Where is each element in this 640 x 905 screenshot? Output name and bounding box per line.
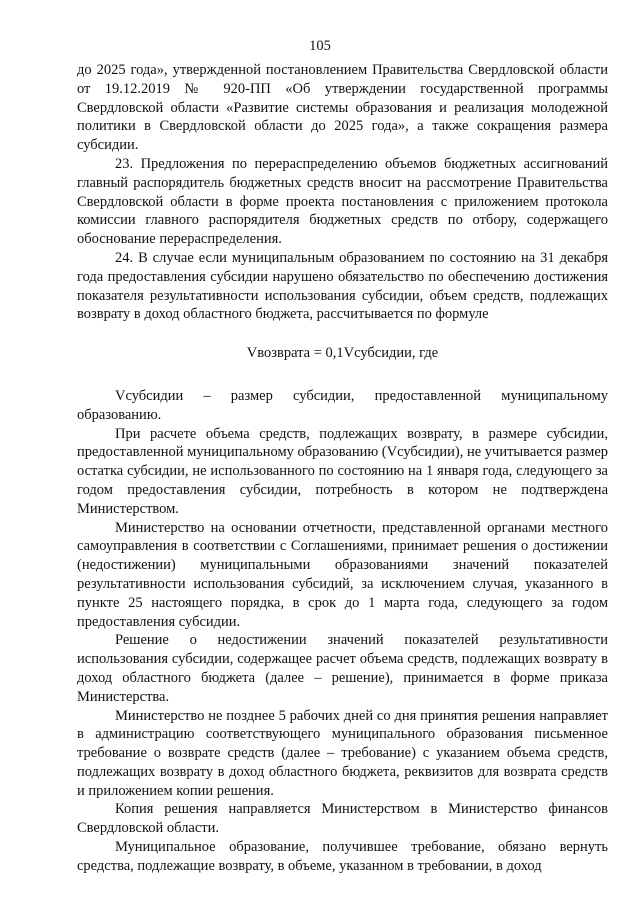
paragraph-copy-decision: Копия решения направляется Министерством в Министерство финансов Свердловской области. [77, 801, 608, 837]
paragraph-formula-definition: Vсубсидии – размер субсидии, предоставленной муниципальному образованию. [77, 387, 608, 423]
formula: Vвозврата = 0,1Vсубсидии, где [246, 345, 439, 362]
document-body [77, 61, 608, 876]
paragraph-item-24: 24. В случае если муниципальным образованием по состоянию на 31 декабря года предоставления субсидии нарушено обязательство по обеспечению достижения показателя результативности использования субсидии, объем средств, подлежащих возврату в доход областного бюджета, рассчитывается по формуле [77, 249, 608, 323]
page-number: 105 [309, 38, 331, 54]
paragraph-calculation-note: При расчете объема средств, подлежащих возврату, в размере субсидии, предоставленной муниципальному образованию (Vсубсидии), не учитывается размер остатка субсидии, не использованного по состоянию на 1 января года, следующего за годом предоставления субсидии, потребность в котором не подтверждена Министерством. [77, 425, 608, 517]
paragraph-continuation: до 2025 года», утвержденной постановлением Правительства Свердловской области от 19.12.2019 № 920-ПП «Об утверждении государственной программы Свердловской области «Развитие системы образования и реализация молодежной политики в Свердловской области до 2025 года», а также сокращения размера субсидии. [77, 62, 608, 154]
paragraph-decision-form: Решение о недостижении значений показателей результативности использования субсидии, содержащее расчет объема средств, подлежащих возврату в доход областного бюджета (далее – решение), принимается в форме приказа Министерства. [77, 632, 608, 705]
paragraph-ministry-decision: Министерство на основании отчетности, представленной органами местного самоуправления в соответствии с Соглашениями, принимает решения о достижении (недостижении) муниципальными образованиями значений показателей результативности использования субсидий, за исключением случая, указанного в пункте 25 настоящего порядка, в срок до 1 марта года, следующего за годом предоставления субсидии. [77, 519, 608, 630]
paragraph-item-23: 23. Предложения по перераспределению объемов бюджетных ассигнований главный распорядитель бюджетных средств вносит на рассмотрение Правительства Свердловской области в форме проекта постановления с приложением протокола комиссии главного распорядителя бюджетных средств по отбору, содержащего обоснование перераспределения. [77, 155, 608, 248]
paragraph-requirement: Министерство не позднее 5 рабочих дней со дня принятия решения направляет в администрацию соответствующего муниципального образования письменное требование о возврате средств (далее – требование) с указанием объема средств, подлежащих возврату в доход областного бюджета, реквизитов для возврата средств и приложением копии решения. [77, 707, 608, 799]
paragraph-return-obligation: Муниципальное образование, получившее требование, обязано вернуть средства, подлежащие возврату, в объеме, указанном в требовании, в доход [77, 839, 608, 874]
